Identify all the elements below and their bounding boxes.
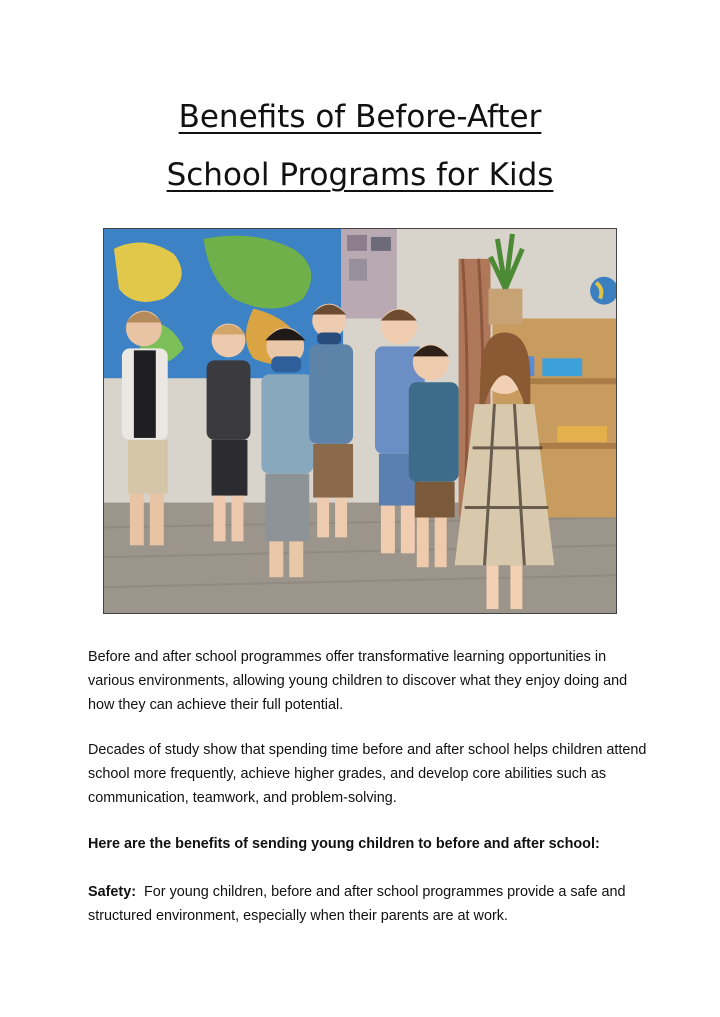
safety-paragraph bbox=[88, 880, 648, 928]
page-title-line-2: School Programs for Kids bbox=[166, 157, 554, 193]
safety-label: Safety: bbox=[88, 884, 136, 900]
children-group-photo bbox=[103, 228, 617, 614]
photo-illustration bbox=[104, 229, 616, 613]
benefits-heading: Here are the benefits of sending young children to before and after school: bbox=[88, 836, 600, 852]
intro-paragraph: Before and after school programmes offer transformative learning opportunities in various environments, allowing young children to discover what they enjoy doing and how they can achieve their full potential. bbox=[88, 649, 628, 713]
research-paragraph: Decades of study show that spending time before and after school helps children attend school more frequently, achieve higher grades, and develop core abilities such as communication, teamwork, and problem-solving. bbox=[88, 742, 647, 806]
page-title-line-1: Benefits of Before-After bbox=[178, 99, 542, 135]
safety-text: For young children, before and after school programmes provide a safe and structured environment, especially when their parents are at work. bbox=[88, 884, 626, 924]
